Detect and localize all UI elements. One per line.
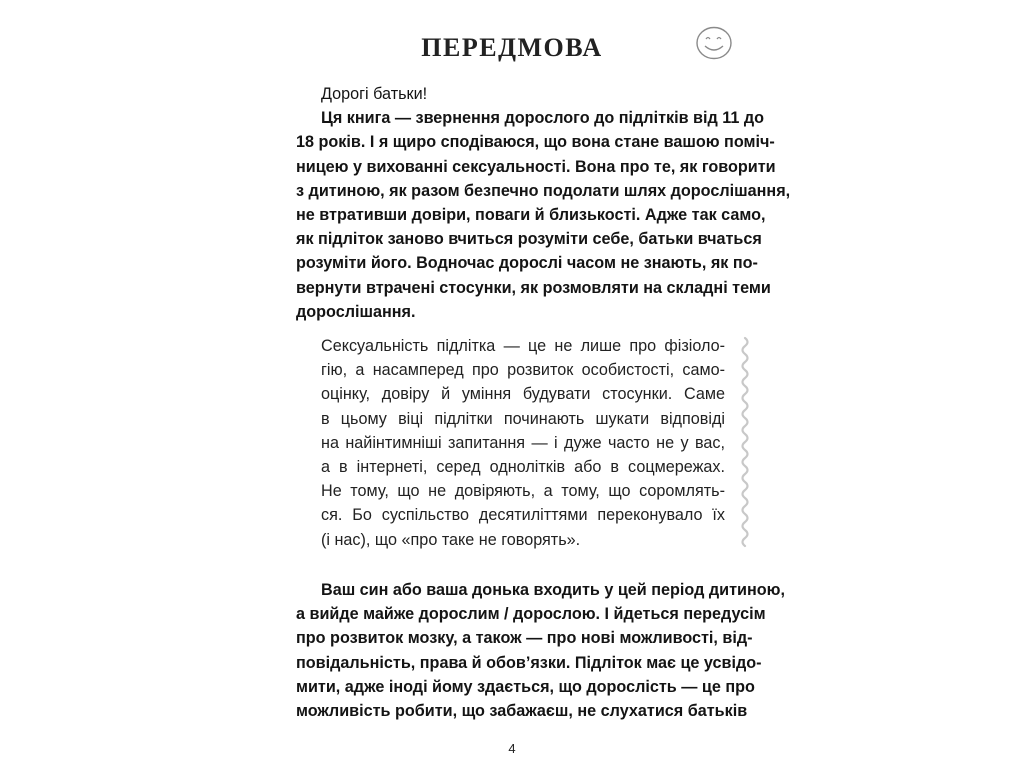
quote-line: ся. Бо суспільство десятиліттями переконувало їх: [321, 506, 725, 525]
outro-paragraph: [296, 578, 785, 723]
intro-line: вернути втрачені стосунки, як розмовляти на складні теми: [296, 278, 771, 297]
quote-block: [321, 334, 725, 552]
intro-line: Ця книга — звернення дорослого до підлітків від 11 до: [321, 109, 765, 128]
quote-line: Не тому, що не довіряють, а тому, що соромлять-: [321, 482, 725, 501]
outro-line: повідальність, права й обов’язки. Підліток має це усвідо-: [296, 653, 762, 672]
intro-line: 18 років. І я щиро сподіваюся, що вона стане вашою поміч-: [296, 133, 775, 152]
page-title: ПЕРЕДМОВА: [421, 33, 603, 62]
smiley-icon: [694, 25, 734, 61]
intro-line: дорослішання.: [296, 302, 416, 321]
intro-line: з дитиною, як разом безпечно подолати шлях дорослішання,: [296, 181, 791, 200]
quote-line: Сексуальність підлітка — це не лише про фізіоло-: [321, 337, 725, 355]
quote-wavy-border: [738, 336, 752, 548]
outro-line: про розвиток мозку, а також — про нові можливості, від-: [296, 629, 753, 648]
outro-line: мити, адже іноді йому здається, що дорослість — це про: [296, 677, 755, 696]
quote-line: а в інтернеті, серед однолітків або в соцмережах.: [321, 458, 725, 477]
quote-line: (і нас), що «про таке не говорять».: [321, 530, 581, 549]
outro-line: можливість робити, що забажаєш, не слухатися батьків: [296, 702, 748, 721]
outro-line: Ваш син або ваша донька входить у цей період дитиною,: [321, 581, 785, 599]
intro-paragraph: [296, 82, 791, 324]
intro-line: як підліток заново вчиться розуміти себе, батьки вчаться: [296, 230, 762, 249]
quote-line: гію, а насамперед про розвиток особистості, само-: [321, 361, 725, 380]
intro-line: ницею у вихованні сексуальності. Вона про те, як говорити: [296, 157, 776, 176]
page-number: 4: [508, 741, 516, 756]
quote-line: в цьому віці підлітки починають шукати відповіді: [321, 409, 725, 428]
outro-line: а вийде майже дорослим / дорослою. І йдеться передусім: [296, 605, 766, 624]
quote-line: на найінтимніші запитання — і дуже часто не у вас,: [321, 433, 725, 452]
quote-line: оцінку, довіру й уміння будувати стосунки. Саме: [321, 385, 725, 404]
intro-line: розуміти його. Водночас дорослі часом не знають, як по-: [296, 254, 758, 273]
intro-line: не втративши довіри, поваги й близькості. Адже так само,: [296, 206, 766, 225]
greeting: Дорогі батьки!: [321, 85, 428, 103]
